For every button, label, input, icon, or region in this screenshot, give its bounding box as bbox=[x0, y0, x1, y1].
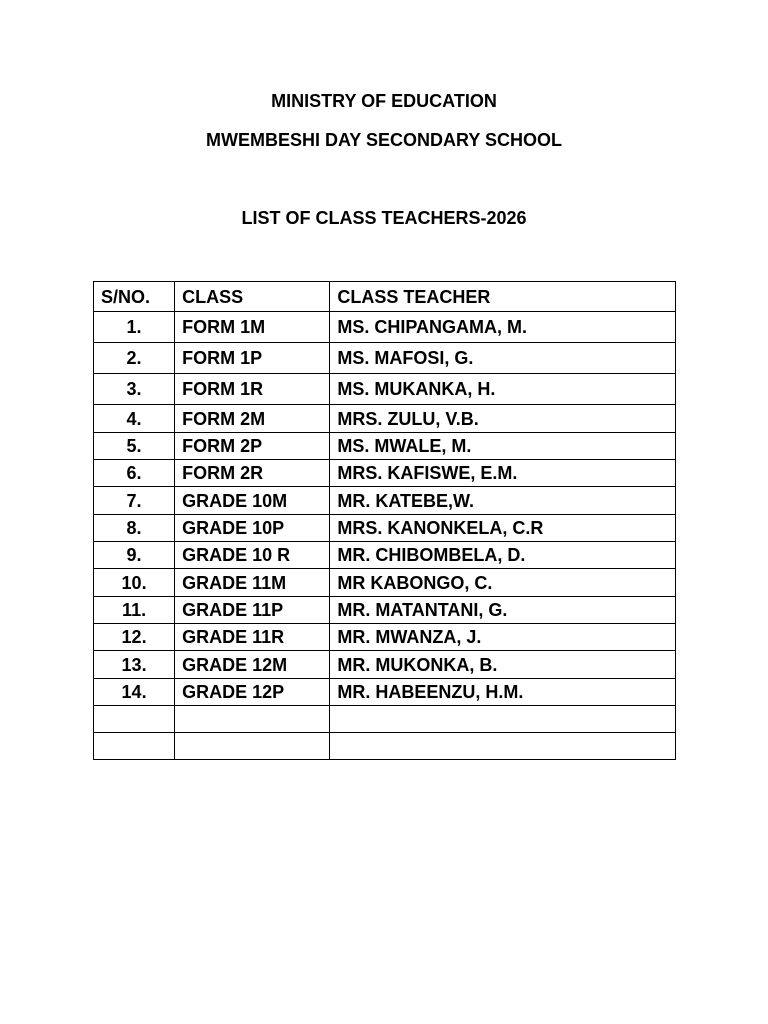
row-sno bbox=[94, 706, 175, 733]
row-teacher: MR KABONGO, C. bbox=[330, 569, 676, 597]
table-row bbox=[94, 405, 676, 433]
row-teacher bbox=[330, 733, 676, 760]
table-row bbox=[94, 487, 676, 515]
row-teacher: MR. HABEENZU, H.M. bbox=[330, 679, 676, 706]
column-header-class-teacher: CLASS TEACHER bbox=[330, 282, 676, 312]
row-sno: 2. bbox=[94, 343, 175, 374]
row-sno: 9. bbox=[94, 542, 175, 569]
row-class: GRADE 12M bbox=[175, 651, 330, 679]
table-row bbox=[94, 569, 676, 597]
row-class: FORM 2M bbox=[175, 405, 330, 433]
table-header-row bbox=[94, 282, 676, 312]
row-class: FORM 1R bbox=[175, 374, 330, 405]
row-teacher: MS. MAFOSI, G. bbox=[330, 343, 676, 374]
school-name-heading: MWEMBESHI DAY SECONDARY SCHOOL bbox=[205, 130, 563, 150]
table-row bbox=[94, 515, 676, 542]
row-class: GRADE 10P bbox=[175, 515, 330, 542]
row-teacher: MRS. KANONKELA, C.R bbox=[330, 515, 676, 542]
row-teacher: MR. MWANZA, J. bbox=[330, 624, 676, 651]
row-sno: 11. bbox=[94, 597, 175, 624]
table-row-empty bbox=[94, 706, 676, 733]
row-sno: 6. bbox=[94, 460, 175, 487]
row-teacher bbox=[330, 706, 676, 733]
row-sno: 8. bbox=[94, 515, 175, 542]
row-teacher: MR. MUKONKA, B. bbox=[330, 651, 676, 679]
row-class bbox=[175, 733, 330, 760]
row-sno: 5. bbox=[94, 433, 175, 460]
row-class: GRADE 11R bbox=[175, 624, 330, 651]
row-class: GRADE 12P bbox=[175, 679, 330, 706]
row-teacher: MR. MATANTANI, G. bbox=[330, 597, 676, 624]
row-sno: 7. bbox=[94, 487, 175, 515]
row-sno: 10. bbox=[94, 569, 175, 597]
class-teachers-table bbox=[93, 281, 676, 760]
row-sno bbox=[94, 733, 175, 760]
row-sno: 12. bbox=[94, 624, 175, 651]
list-title-heading: LIST OF CLASS TEACHERS-2026 bbox=[241, 208, 527, 228]
row-teacher: MS. CHIPANGAMA, M. bbox=[330, 312, 676, 343]
row-class: FORM 1P bbox=[175, 343, 330, 374]
table-row bbox=[94, 460, 676, 487]
table-row bbox=[94, 433, 676, 460]
row-sno: 13. bbox=[94, 651, 175, 679]
row-sno: 1. bbox=[94, 312, 175, 343]
table-row bbox=[94, 312, 676, 343]
column-header-class: CLASS bbox=[175, 282, 330, 312]
row-class: GRADE 11P bbox=[175, 597, 330, 624]
row-teacher: MRS. ZULU, V.B. bbox=[330, 405, 676, 433]
row-class: FORM 2R bbox=[175, 460, 330, 487]
row-class: FORM 1M bbox=[175, 312, 330, 343]
row-teacher: MS. MUKANKA, H. bbox=[330, 374, 676, 405]
row-sno: 3. bbox=[94, 374, 175, 405]
table-row bbox=[94, 374, 676, 405]
row-sno: 4. bbox=[94, 405, 175, 433]
row-teacher: MR. KATEBE,W. bbox=[330, 487, 676, 515]
row-teacher: MRS. KAFISWE, E.M. bbox=[330, 460, 676, 487]
table-row bbox=[94, 542, 676, 569]
table-row bbox=[94, 679, 676, 706]
table-row bbox=[94, 624, 676, 651]
row-class: GRADE 11M bbox=[175, 569, 330, 597]
row-teacher: MS. MWALE, M. bbox=[330, 433, 676, 460]
row-class: FORM 2P bbox=[175, 433, 330, 460]
table-row-empty bbox=[94, 733, 676, 760]
table-row bbox=[94, 597, 676, 624]
ministry-heading: MINISTRY OF EDUCATION bbox=[271, 91, 497, 111]
table-row bbox=[94, 651, 676, 679]
row-teacher: MR. CHIBOMBELA, D. bbox=[330, 542, 676, 569]
row-class: GRADE 10M bbox=[175, 487, 330, 515]
table-row bbox=[94, 343, 676, 374]
row-class bbox=[175, 706, 330, 733]
column-header-sno: S/NO. bbox=[94, 282, 175, 312]
row-sno: 14. bbox=[94, 679, 175, 706]
row-class: GRADE 10 R bbox=[175, 542, 330, 569]
